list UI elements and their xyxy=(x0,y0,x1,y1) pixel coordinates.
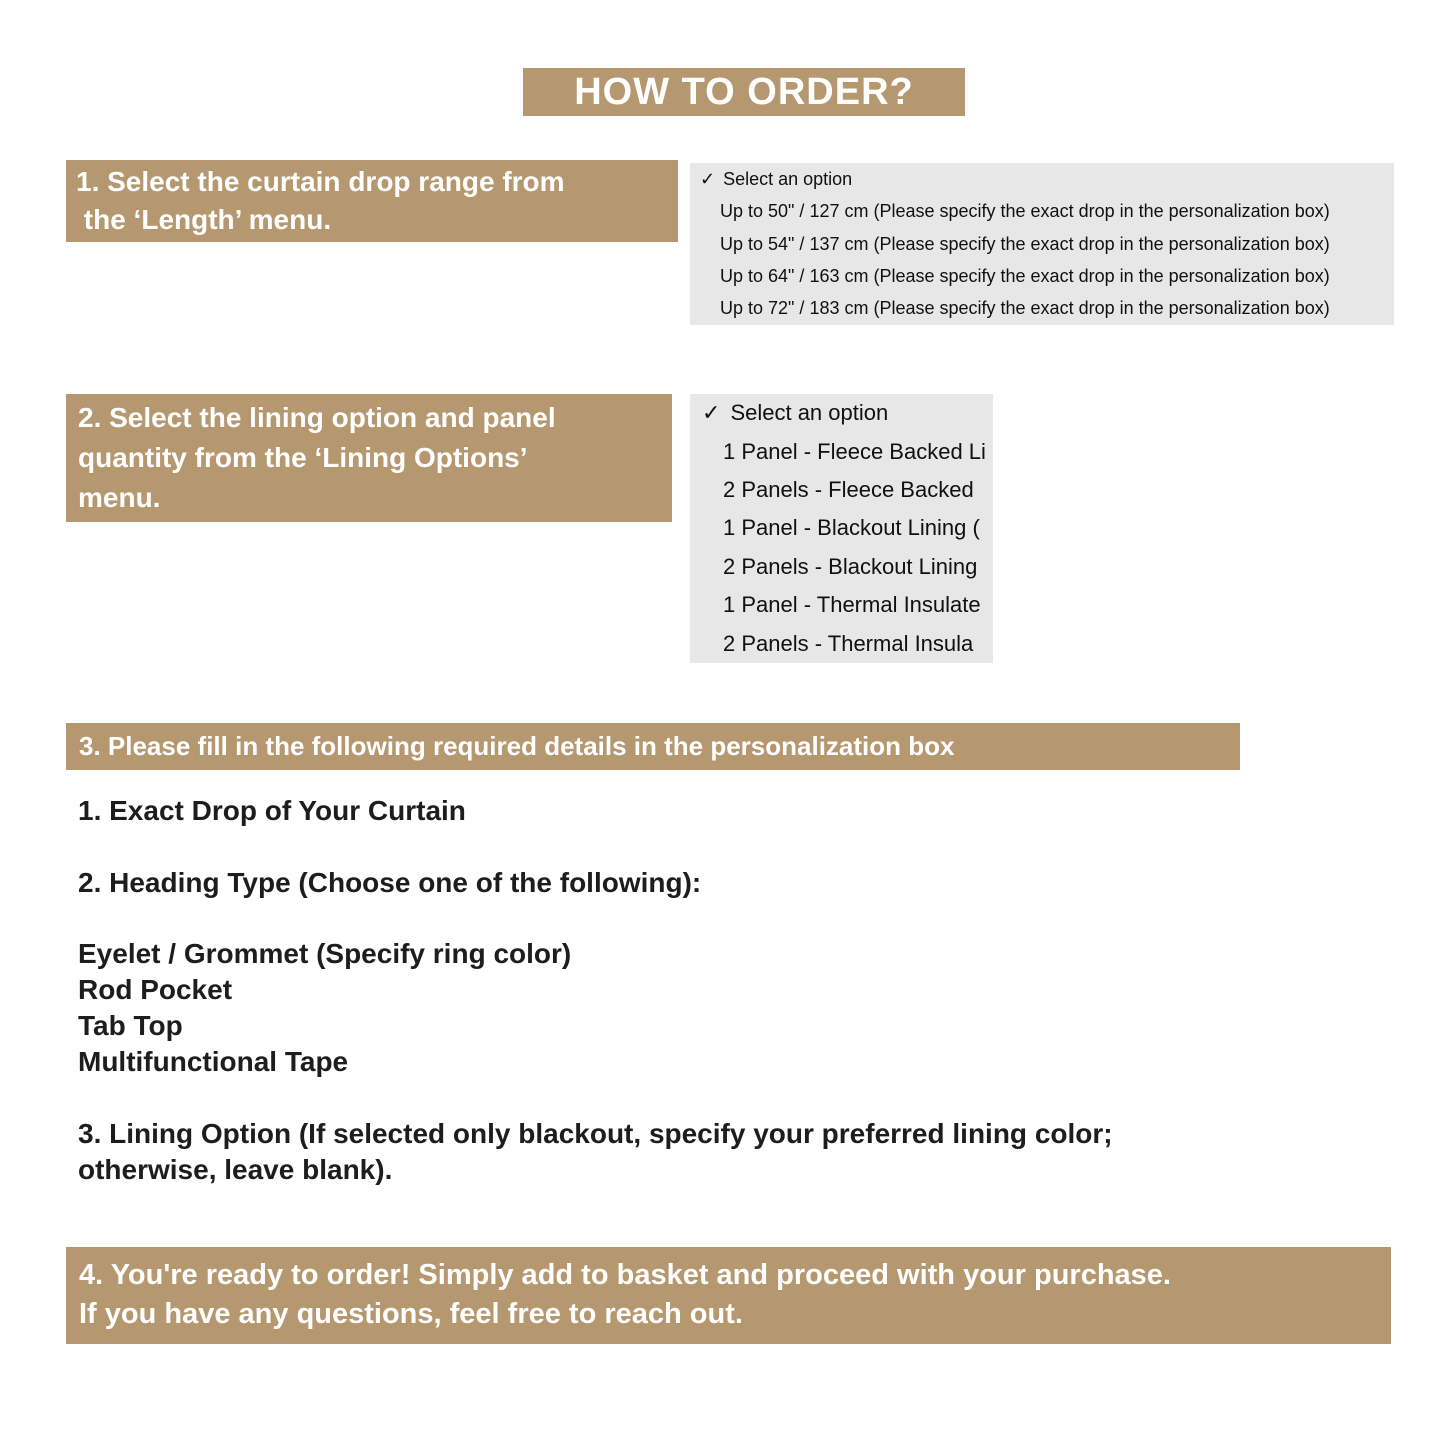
step3-instruction xyxy=(66,723,1240,770)
step1-line: the ‘Length’ menu. xyxy=(76,204,332,235)
detail-item-exact-drop: 1. Exact Drop of Your Curtain xyxy=(78,795,466,826)
checkmark-icon: ✓ xyxy=(702,400,721,426)
lining-option[interactable]: 1 Panel - Fleece Backed Li xyxy=(723,438,986,464)
heading-type-option: Multifunctional Tape xyxy=(78,1046,349,1077)
lining-option-detail-line: otherwise, leave blank). xyxy=(78,1154,393,1185)
heading-type-option: Rod Pocket xyxy=(78,974,233,1005)
lining-option[interactable]: 1 Panel - Blackout Lining ( xyxy=(723,515,980,541)
step2-line: menu. xyxy=(78,482,161,513)
step1-line: 1. Select the curtain drop range from xyxy=(76,166,565,197)
step1-instruction xyxy=(66,160,678,242)
lining-selected-option[interactable] xyxy=(690,394,993,432)
lining-option[interactable]: 2 Panels - Blackout Lining xyxy=(723,553,978,579)
step4-instruction xyxy=(66,1247,1391,1344)
length-selected-option[interactable] xyxy=(690,163,1394,195)
step2-instruction xyxy=(66,394,672,522)
step4-line: 4. You're ready to order! Simply add to basket and proceed with your purchase. xyxy=(79,1259,1171,1291)
page-title xyxy=(523,68,965,116)
checkmark-icon: ✓ xyxy=(700,168,716,189)
step3-label: 3. Please fill in the following required details in the personalization box xyxy=(79,731,955,761)
length-selected-label: Select an option xyxy=(723,168,853,189)
length-option[interactable]: Up to 54" / 137 cm (Please specify the exact drop in the personalization box) xyxy=(720,233,1330,254)
detail-item-lining-option xyxy=(78,1116,1113,1188)
lining-option[interactable]: 2 Panels - Thermal Insula xyxy=(723,630,974,656)
step2-line: 2. Select the lining option and panel xyxy=(78,402,556,433)
lining-option-detail-line: 3. Lining Option (If selected only blackout, specify your preferred lining color; xyxy=(78,1118,1113,1149)
heading-type-list xyxy=(78,936,571,1080)
step4-line: If you have any questions, feel free to reach out. xyxy=(79,1298,743,1330)
length-dropdown-menu[interactable] xyxy=(690,163,1394,325)
lining-option[interactable]: 2 Panels - Fleece Backed xyxy=(723,477,974,503)
lining-selected-label: Select an option xyxy=(730,400,889,426)
length-option[interactable]: Up to 50" / 127 cm (Please specify the exact drop in the personalization box) xyxy=(720,201,1330,222)
heading-type-option: Eyelet / Grommet (Specify ring color) xyxy=(78,938,572,969)
lining-options-dropdown-menu[interactable] xyxy=(690,394,993,663)
page-title-text: HOW TO ORDER? xyxy=(574,70,914,113)
step2-line: quantity from the ‘Lining Options’ xyxy=(78,442,528,473)
length-option[interactable]: Up to 72" / 183 cm (Please specify the exact drop in the personalization box) xyxy=(720,298,1330,319)
heading-type-option: Tab Top xyxy=(78,1010,183,1041)
detail-item-heading-type: 2. Heading Type (Choose one of the following): xyxy=(78,867,702,898)
length-option[interactable]: Up to 64" / 163 cm (Please specify the exact drop in the personalization box) xyxy=(720,265,1330,286)
lining-option[interactable]: 1 Panel - Thermal Insulate xyxy=(723,592,981,618)
